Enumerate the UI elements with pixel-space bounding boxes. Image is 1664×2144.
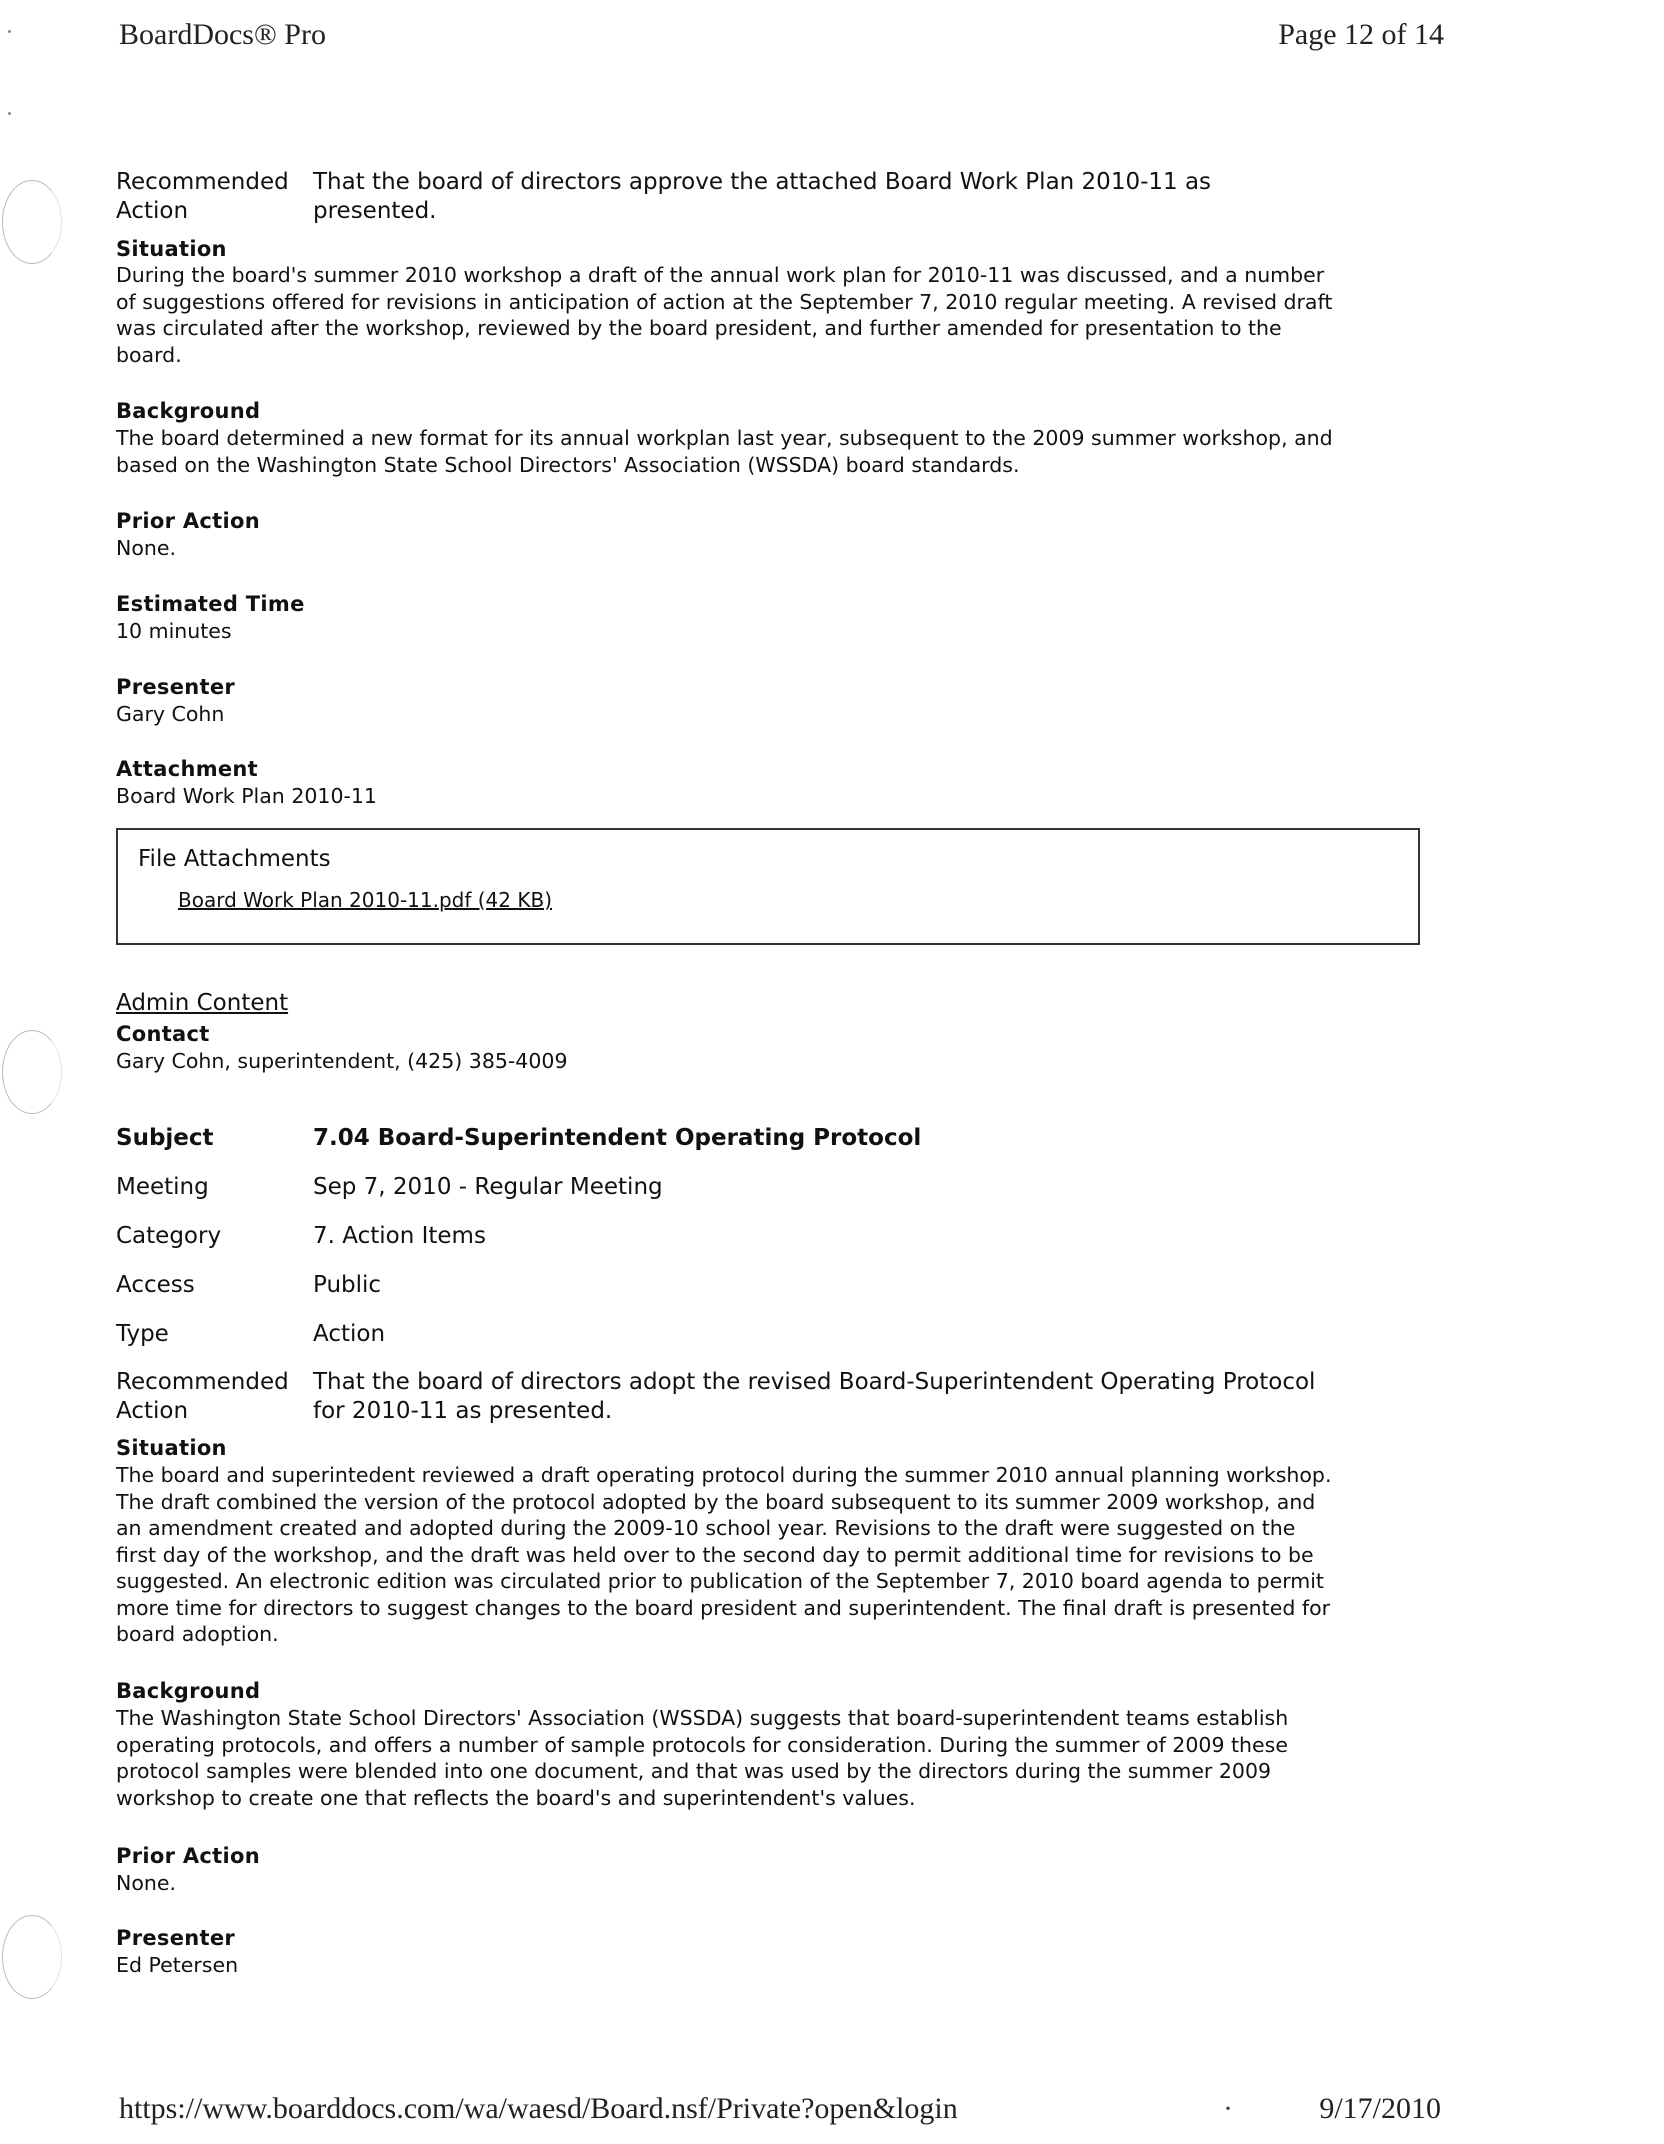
- file-attachments-title: File Attachments: [138, 846, 331, 872]
- recommended-action-text-2: That the board of directors adopt the revised Board-Superintendent Operating Protocol for 2010-11 as presented.: [313, 1369, 1316, 1424]
- prior-action-text-2: None.: [116, 1871, 176, 1895]
- admin-content-link[interactable]: Admin Content: [116, 990, 289, 1016]
- prior-action-heading-2: Prior Action: [116, 1844, 260, 1868]
- type-label: Type: [116, 1321, 169, 1347]
- file-attachment-link[interactable]: Board Work Plan 2010-11.pdf (42 KB): [178, 888, 553, 912]
- attachment-text: Board Work Plan 2010-11: [116, 784, 377, 808]
- estimated-time-text: 10 minutes: [116, 619, 232, 643]
- scan-speck: [8, 30, 11, 33]
- situation-paragraph: During the board's summer 2010 workshop a draft of the annual work plan for 2010-11 was discussed, and a number of suggestions offered for revisions in anticipation of action at the September 7, 2010 regular meeting. A revised draft was circulated after the workshop, reviewed by the board president, and further amended for presentation to the board.: [116, 263, 1333, 367]
- access-value: Public: [313, 1272, 382, 1298]
- punch-hole-middle: [2, 1030, 62, 1114]
- estimated-time-heading: Estimated Time: [116, 592, 305, 616]
- punch-hole-bottom: [2, 1915, 62, 1999]
- subject-value: 7.04 Board-Superintendent Operating Protocol: [313, 1125, 922, 1151]
- recommended-action-label-2: Recommended Action: [116, 1369, 289, 1424]
- type-value: Action: [313, 1321, 386, 1347]
- contact-text: Gary Cohn, superintendent, (425) 385-4009: [116, 1049, 568, 1073]
- subject-label: Subject: [116, 1125, 214, 1151]
- footer-separator: ·: [1223, 2092, 1233, 2125]
- punch-hole-top: [2, 180, 62, 264]
- page-indicator: Page 12 of 14: [1278, 18, 1444, 51]
- contact-heading: Contact: [116, 1022, 210, 1046]
- presenter-text: Gary Cohn: [116, 702, 225, 726]
- meeting-label: Meeting: [116, 1174, 209, 1200]
- attachment-heading: Attachment: [116, 757, 259, 781]
- background-paragraph-2: The Washington State School Directors' Association (WSSDA) suggests that board-superintendent teams establish operating protocols, and offers a number of sample protocols for consideration. During the summer of 2009 these protocol samples were blended into one document, and that was used by the directors during the summer 2009 workshop to create one that reflects the board's and superintendent's values.: [116, 1706, 1289, 1810]
- file-attachments-box: [116, 828, 1420, 945]
- situation-heading: Situation: [116, 237, 227, 261]
- recommended-action-text: That the board of directors approve the attached Board Work Plan 2010-11 as presented.: [313, 169, 1212, 224]
- meeting-value: Sep 7, 2010 - Regular Meeting: [313, 1174, 663, 1200]
- recommended-action-label: Recommended Action: [116, 169, 289, 224]
- situation-heading-2: Situation: [116, 1436, 227, 1460]
- presenter-text-2: Ed Petersen: [116, 1953, 239, 1977]
- category-value: 7. Action Items: [313, 1223, 486, 1249]
- prior-action-text: None.: [116, 536, 176, 560]
- background-heading: Background: [116, 399, 261, 423]
- presenter-heading: Presenter: [116, 675, 236, 699]
- presenter-heading-2: Presenter: [116, 1926, 236, 1950]
- footer-date: 9/17/2010: [1319, 2092, 1441, 2125]
- app-title: BoardDocs® Pro: [119, 18, 326, 51]
- background-paragraph: The board determined a new format for its annual workplan last year, subsequent to the 2009 summer workshop, and based on the Washington State School Directors' Association (WSSDA) board standards.: [116, 426, 1333, 477]
- category-label: Category: [116, 1223, 222, 1249]
- footer-url: https://www.boarddocs.com/wa/waesd/Board.nsf/Private?open&login: [119, 2092, 958, 2125]
- prior-action-heading: Prior Action: [116, 509, 260, 533]
- scan-speck: [8, 112, 11, 115]
- background-heading-2: Background: [116, 1679, 261, 1703]
- access-label: Access: [116, 1272, 195, 1298]
- situation-paragraph-2: The board and superintedent reviewed a draft operating protocol during the summer 2010 annual planning workshop. The draft combined the version of the protocol adopted by the board subsequent to its summer 2009 workshop, and an amendment created and adopted during the 2009-10 school year. Revisions to the draft were suggested on the first day of the workshop, and the draft was held over to the second day to permit additional time for revisions to be suggested. An electronic edition was circulated prior to publication of the September 7, 2010 board agenda to permit more time for directors to suggest changes to the board president and superintendent. The final draft is presented for board adoption.: [116, 1463, 1332, 1646]
